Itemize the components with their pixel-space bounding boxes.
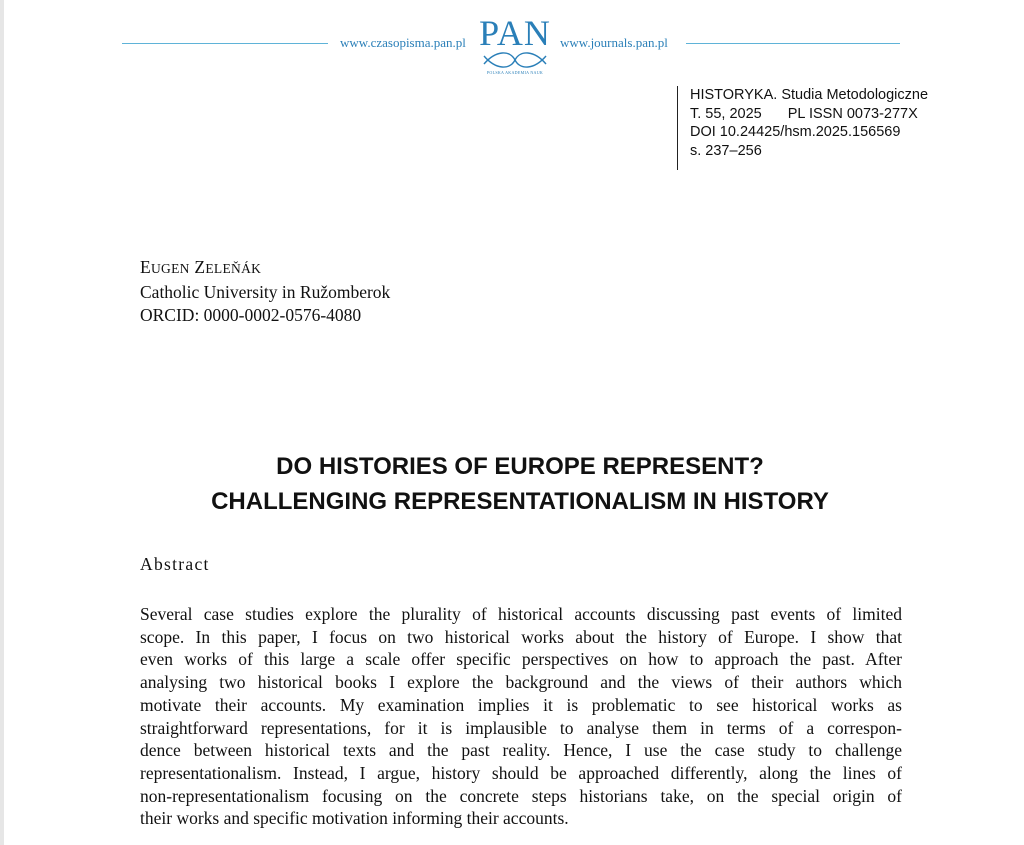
author-last-rest: ELEŇÁK bbox=[205, 261, 262, 276]
abstract-line: scope. In this paper, I focus on two historical works about the history of Europe. I show that bbox=[140, 626, 902, 647]
journal-pages: s. 237–256 bbox=[690, 142, 762, 159]
author-affiliation: Catholic University in Ružomberok bbox=[140, 281, 391, 302]
author-last-initial: Z bbox=[194, 257, 206, 277]
pan-logo-subtitle: POLSKA AKADEMIA NAUK bbox=[486, 70, 544, 75]
author-orcid[interactable]: ORCID: 0000-0002-0576-4080 bbox=[140, 305, 362, 325]
author-first-initial: E bbox=[140, 257, 151, 277]
abstract-line: analysing two historical books I explore the background and the views of their authors which bbox=[140, 672, 902, 693]
article-title bbox=[120, 449, 920, 519]
article-title-line1: DO HISTORIES OF EUROPE REPRESENT? bbox=[276, 453, 764, 480]
pan-logo bbox=[474, 13, 556, 78]
journal-name: HISTORYKA. Studia Metodologiczne bbox=[690, 87, 929, 103]
journal-volume-issn bbox=[690, 105, 928, 124]
abstract-body bbox=[140, 603, 902, 830]
header-url-journals[interactable]: www.journals.pan.pl bbox=[560, 35, 668, 50]
pan-logo-ornament-icon bbox=[480, 50, 550, 72]
abstract-line: representationalism. Instead, I argue, history should be approached differently, along the lines of bbox=[140, 762, 902, 783]
abstract-line: motivate their accounts. My examination implies it is problematic to see historical works as bbox=[140, 694, 902, 715]
article-title-line2: CHALLENGING REPRESENTATIONALISM IN HISTORY bbox=[211, 488, 829, 515]
journal-doi[interactable]: DOI 10.24425/hsm.2025.156569 bbox=[690, 124, 901, 140]
page-edge bbox=[0, 0, 4, 845]
header-rule-right bbox=[686, 43, 900, 44]
abstract-line: Several case studies explore the plurality of historical accounts discussing past events of limited bbox=[140, 604, 902, 624]
author-block bbox=[140, 256, 390, 328]
abstract-heading: Abstract bbox=[140, 554, 210, 574]
abstract-line: their works and specific motivation informing their accounts. bbox=[140, 808, 569, 829]
abstract-line: non-representationalism focusing on the concrete steps historians take, on the special origin of bbox=[140, 785, 902, 806]
abstract-line: dence between historical texts and the past reality. Hence, I use the case study to challenge bbox=[140, 740, 902, 761]
header-rule-left bbox=[122, 43, 328, 44]
journal-issn: PL ISSN 0073-277X bbox=[787, 105, 918, 122]
journal-volume: T. 55, 2025 bbox=[690, 105, 762, 122]
abstract-line: straightforward representations, for it is implausible to analyse them in terms of a correspon- bbox=[140, 717, 902, 738]
abstract-line: even works of this large a scale offer specific perspectives on how to approach the past. After bbox=[140, 649, 902, 670]
journal-info-block bbox=[677, 86, 928, 170]
pan-logo-text: PAN bbox=[479, 13, 551, 53]
author-first-rest: UGEN bbox=[151, 261, 190, 276]
author-name bbox=[140, 256, 390, 281]
header-url-czasopisma[interactable]: www.czasopisma.pan.pl bbox=[340, 35, 466, 50]
